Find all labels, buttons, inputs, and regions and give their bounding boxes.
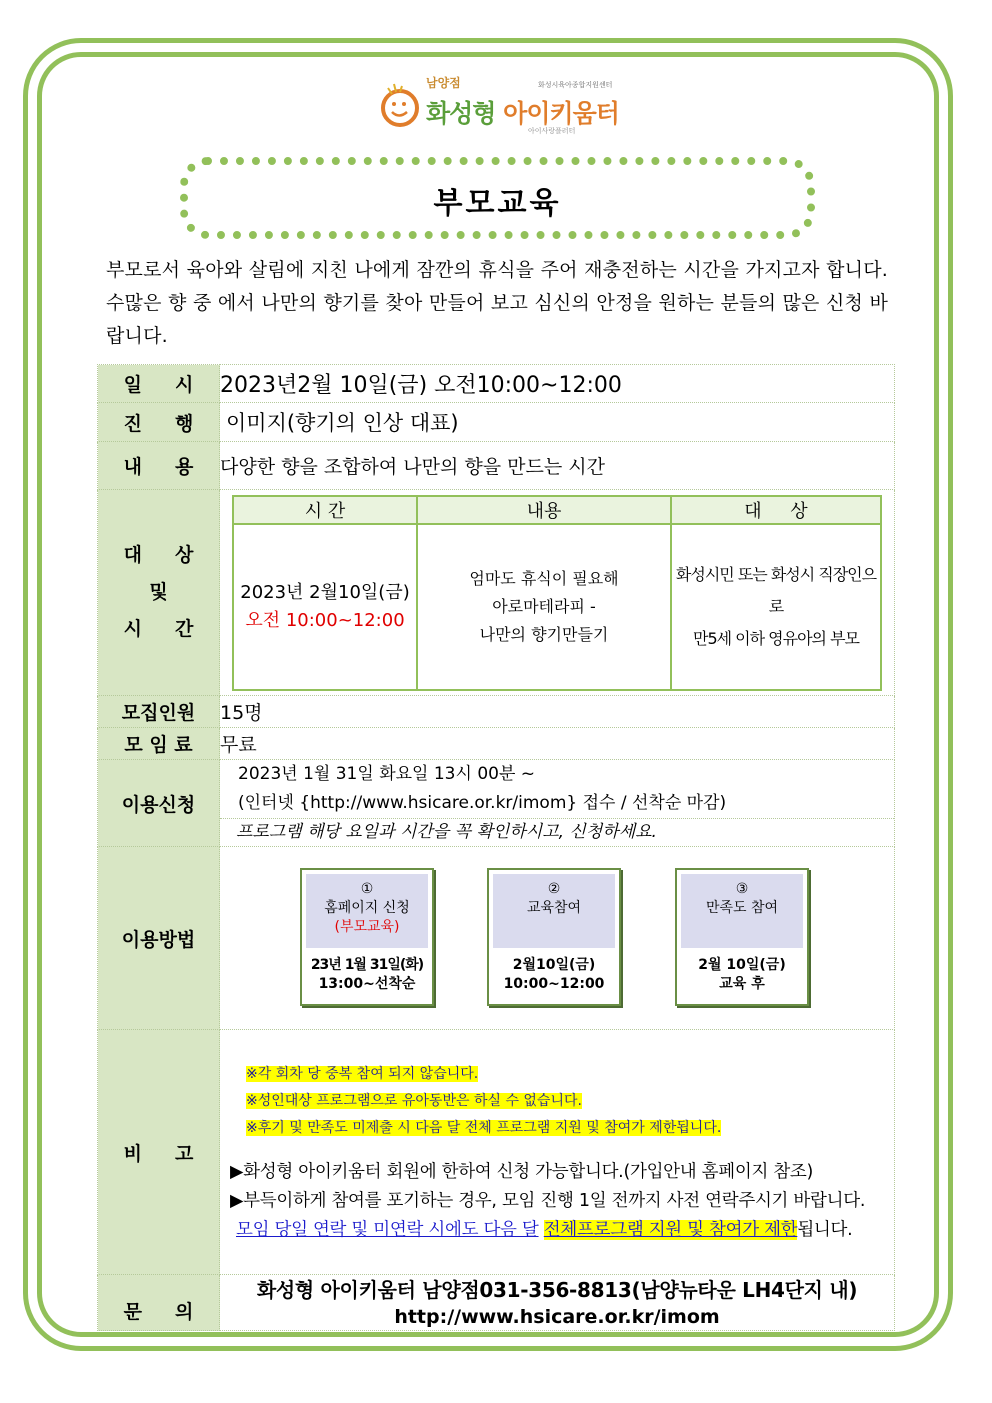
logo xyxy=(378,72,628,142)
content-label: 내 용 xyxy=(98,442,220,490)
capacity-label: 모집인원 xyxy=(98,696,220,728)
note-line-1: ▶화성형 아이키움터 회원에 한하여 신청 가능합니다.(가입안내 홈페이지 참조) xyxy=(230,1162,814,1182)
contact-cell xyxy=(220,1275,895,1331)
contact-line1: 화성형 아이키움터 남양점031-356-8813(남양뉴타운 LH4단지 내) xyxy=(256,1277,858,1302)
host-value: 이미지(향기의 인상 대표) xyxy=(220,403,895,442)
note-line-3: 모임 당일 연락 및 미연락 시에도 다음 달 전체프로그램 지원 및 참여가 제한됩니다. xyxy=(236,1220,853,1240)
step-2: ② 교육참여 2월10일(금) 10:00~12:00 xyxy=(487,868,621,1006)
target-audience: 화성시민 또는 화성시 직장인으로 만5세 이하 영유아의 부모 xyxy=(671,524,881,690)
apply-line3: 프로그램 해당 요일과 시간을 꼭 확인하시고, 신청하세요. xyxy=(220,818,894,846)
fee-value: 무료 xyxy=(220,728,895,760)
steps-row xyxy=(220,847,894,1029)
notes-cell xyxy=(220,1030,895,1275)
note-warning-2: ※성인대상 프로그램으로 유아동반은 하실 수 없습니다. xyxy=(246,1093,582,1109)
apply-line1: 2023년 1월 31일 화요일 13시 00분 ~ xyxy=(238,764,536,784)
note-warning-3: ※후기 및 만족도 미제출 시 다음 달 전체 프로그램 지원 및 참여가 제한됩니다. xyxy=(246,1120,722,1136)
logo-branch: 남양점 xyxy=(426,76,461,90)
logo-org: 화성시육아종합지원센터 xyxy=(538,81,613,89)
smiley-logo-icon xyxy=(380,80,424,130)
logo-name: 화성형 아이키움터 xyxy=(426,99,619,128)
apply-label: 이용신청 xyxy=(98,760,220,847)
fee-label: 모 임 료 xyxy=(98,728,220,760)
notes-label: 비 고 xyxy=(98,1030,220,1275)
header-content: 내용 xyxy=(417,496,671,524)
capacity-value: 15명 xyxy=(220,696,895,728)
apply-cell xyxy=(220,760,895,847)
target-content: 엄마도 휴식이 필요해 아로마테라피 - 나만의 향기만들기 xyxy=(417,524,671,690)
info-table xyxy=(97,364,895,1331)
step-1: ① 홈페이지 신청 (부모교육) 23년 1월 31일(화) 13:00~선착순 xyxy=(300,868,434,1006)
content-value: 다양한 향을 조합하여 나만의 향을 만드는 시간 xyxy=(220,442,895,490)
target-time: 2023년 2월10일(금) 오전 10:00~12:00 xyxy=(233,524,417,690)
step-3: ③ 만족도 참여 2월 10일(금) 교육 후 xyxy=(675,868,809,1006)
target-inner-table xyxy=(232,495,882,691)
header-audience: 대 상 xyxy=(671,496,881,524)
contact-url[interactable]: http://www.hsicare.or.kr/imom xyxy=(394,1305,720,1328)
target-label: 대 상 및 시 간 xyxy=(98,490,220,696)
date-value: 2023년2월 10일(금) 오전10:00~12:00 xyxy=(220,365,895,403)
header-time: 시 간 xyxy=(233,496,417,524)
note-line-2: ▶부득이하게 참여를 포기하는 경우, 모임 진행 1일 전까지 사전 연락주시기 바랍니다. xyxy=(230,1191,866,1211)
intro-text: 부모로서 육아와 살림에 지친 나에게 잠깐의 휴식을 주어 재충전하는 시간을 가지고자 합니다. 수많은 향 중 에서 나만의 향기를 찾아 만들어 보고 심신의 안정을 원하는 분들의 많은 신청 바랍니다. xyxy=(106,259,888,347)
note-warning-1: ※각 회차 당 중복 참여 되지 않습니다. xyxy=(246,1066,479,1082)
date-label: 일 시 xyxy=(98,365,220,403)
apply-line2: (인터넷 {http://www.hsicare.or.kr/imom} 접수 / 선착순 마감) xyxy=(238,793,727,813)
target-cell xyxy=(220,490,895,696)
method-cell xyxy=(220,847,895,1030)
page-title: 부모교육 xyxy=(433,186,562,221)
logo-tagline: 아이사랑플러터 xyxy=(528,127,576,135)
contact-label: 문 의 xyxy=(98,1275,220,1331)
host-label: 진 행 xyxy=(98,403,220,442)
method-label: 이용방법 xyxy=(98,847,220,1030)
